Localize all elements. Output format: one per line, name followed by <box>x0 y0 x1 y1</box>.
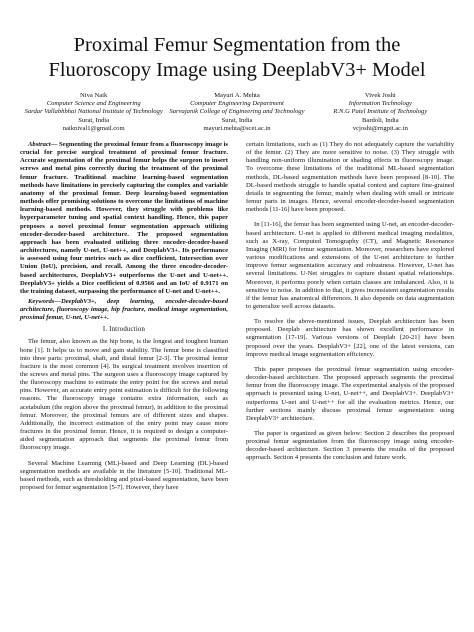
author-email: naiknival1@gmail.com <box>62 124 125 132</box>
author-institution: Sarvajanik College of Engineering and Technology <box>169 108 305 116</box>
abstract <box>20 141 228 296</box>
section-heading-introduction: I. Introduction <box>102 326 146 334</box>
author-block <box>22 92 452 133</box>
author-name: Vivek Joshi <box>364 92 396 99</box>
body-paragraph: The femur, also known as the hip bone, is the longest and toughest human bone [1]. It helps us to move and gain stability. The femur bone is classified into three parts: proximal, shaft, and distal femur [2-3]. The proximal femur fracture is the most common [4]. Its surgical treatment involves insertion of the screws and metal pins. The surgeon uses a fluoroscopy image captured by the fluoroscopy machine to estimate the entry point for the screws and metal pins. However, an accurate entry point estimation is difficult for the following reasons. The fluoroscopy image contains extra information, such as acetabulum (the region above the proximal femur), in addition to the proximal femur. Moreover, the proximal femurs are of different sizes and shapes. Additionally, the incorrect estimation of the entry point may cause more fractures in the proximal femur. Hence, it is required to design a computer-aided segmentation approach that segments the proximal femur from fluoroscopy image. <box>20 338 228 452</box>
body-paragraph: To resolve the above-mentioned issues, Deeplab architecture has been proposed. Deeplab architecture has shown excellent performance in segmentation [17-19]. Various versions of Deeplab [20-21] have been proposed over the years. DeeplabV3+ [22], one of the latest versions, can improve medical image segmentation efficiency. <box>246 318 454 358</box>
author-department: Computer Engineering Department <box>190 100 284 108</box>
author-name: Niva Naik <box>80 92 108 99</box>
body-paragraph: In [11-16], the femur has been segmented using U-net, an encoder-decoder-based architecture. U-net is applied to different medical imaging modalities, such as X-ray, Computed Tomography (CT), and Magnetic Resonance Imaging (MRI) for femur segmentation. Moreover, researchers have explored various modifications and extensions of the U-net architecture to further improve femur segmentation accuracy and robustness. However, U-net has several limitations. U-Net struggles to capture distant spatial relationships. Moreover, it performs poorly when certain classes are imbalanced. Also, it is sensitive to noise. In addition to that, it gives inconsistent segmentation results if the femur has anatomical differences. It also depends on data augmentation to generalize well across datasets. <box>246 221 454 310</box>
author-2 <box>165 92 308 133</box>
body-paragraph: certain limitations, such as (1) They do not adequately capture the variability of the femur. (2) They are more sensitive to noise. (3) They struggle with handling non-uniform illumination or shading effects in fluoroscopy image. To overcome these limitations of the traditional ML-based segmentation methods, DL-based segmentation methods have been proposed [8-10]. The DL-based methods struggle to handle spatial context and capture fine-grained details in segmenting the femur, mainly when dealing with small or intricate femur parts in images. Hence, several encoder-decoder-based segmentation methods [11-16] have been proposed. <box>246 141 454 214</box>
author-city: Surat, India <box>221 116 253 124</box>
author-department: Computer Science and Engineering <box>46 100 141 108</box>
author-institution: R.N.G Patel Institute of Technology <box>333 108 428 116</box>
author-email: vcjoshi@rngpit.ac.in <box>352 124 408 132</box>
body-columns <box>20 141 454 621</box>
abstract-text: Segmenting the proximal femur from a fluoroscopy image is crucial for precise surgical treatment of proximal femur fracture. Accurate segmentation of the proximal femur helps the surgeon to insert screws and metal pins correctly during the treatment of the proximal femur fracture. Traditional machine learning-based segmentation methods have limitations in precisely capturing the complex and variable anatomy of the proximal femur. Deep learning-based segmentation methods offer promising solutions to overcome the limitations of machine learning-based methods. However, they struggle with problems like hyperparameter tuning and spatial context handling. Hence, this paper proposes a novel proximal femur segmentation approach utilizing encoder-decoder-based architecture. The proposed segmentation approach has been evaluated utilizing three encoder-decoder-based architectures, namely U-net, U-net++, and DeeplabV3+. Its performance is assessed using four metrics such as dice coefficient, Intersection over Union (IoU), precision, and recall. Among the three encoder-decoder-based architectures, DeeplabV3+ outperforms the U-net and U-net++. DeeplabV3+ yields a Dice coefficient of 0.9566 and an IoU of 0.9171 on the training dataset, surpassing the performance of U-net and U-net++. <box>20 141 228 295</box>
author-email: mayuri.mehta@scet.ac.in <box>203 124 271 132</box>
author-3 <box>309 92 452 133</box>
author-institution: Sardar Vallabhbhai National Institute of Technology <box>24 108 163 116</box>
paper-title: Proximal Femur Segmentation from the Fluoroscopy Image using DeeplabV3+ Model <box>48 34 426 81</box>
right-column <box>246 141 454 621</box>
body-paragraph: The paper is organized as given below: Section 2 describes the proposed proximal femur segmentation from the fluoroscopy image using encoder-decoder-based architecture. Section 3 presents the results of the proposed approach. Section 4 presents the conclusion and future work. <box>246 430 454 462</box>
author-1 <box>22 92 165 133</box>
author-city: Bardoli, India <box>362 116 399 124</box>
left-column <box>20 141 228 621</box>
author-name: Mayuri A. Mehta <box>214 92 260 99</box>
author-department: Information Technology <box>348 100 412 108</box>
keywords: Keywords—DeeplabV3+, deep learning, encoder-decoder-based architecture, fluoroscopy image, hip fracture, medical image segmentation, proximal femur, U-net, U-net++. <box>20 297 228 322</box>
abstract-label: Abstract— <box>28 141 58 148</box>
body-paragraph: Several Machine Learning (ML)-based and Deep Learning (DL)-based segmentation methods are available in the literature [5-10]. Traditional ML-based methods, such as thresholding and pixel-based segmentation, have been proposed for femur segmentation [5-7]. However, they have <box>20 459 228 492</box>
author-city: Surat, India <box>78 116 110 124</box>
body-paragraph: This paper proposes the proximal femur segmentation using encoder-decoder-based architecture. The proposed approach segments the proximal femur from the fluoroscopy image. The experimental analysis of the proposed approach is presented using U-net, U-net++, and DeeplabV3+. DeeplabV3+ outperforms U-net and U-net++ for all the evaluation metrics. Hence, our further sections mainly discuss proximal femur segmentation using DeeplabV3+ architecture. <box>246 365 454 422</box>
